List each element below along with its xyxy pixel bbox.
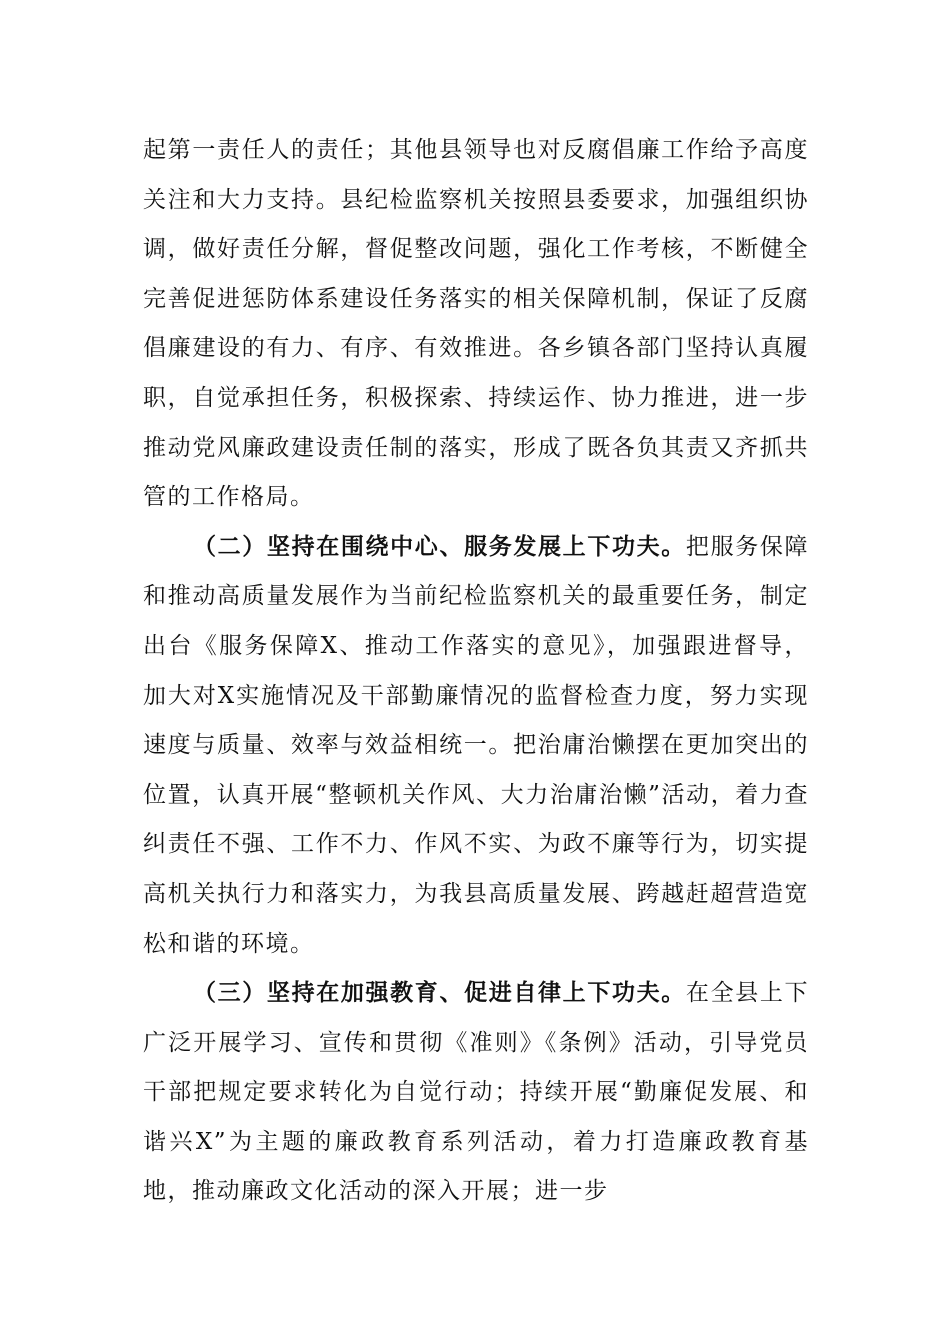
section-heading: （二）坚持在围绕中心、服务发展上下功夫。 — [193, 533, 686, 560]
paragraph-section-2 — [143, 523, 809, 969]
paragraph-responsibility — [143, 126, 809, 523]
paragraph-text: 起第一责任人的责任；其他县领导也对反腐倡廉工作给予高度关注和大力支持。县纪检监察机关按照县委要求，加强组织协调，做好责任分解，督促整改问题，强化工作考核，不断健全完善促进惩防体系建设任务落实的相关保障机制，保证了反腐倡廉建设的有力、有序、有效推进。各乡镇各部门坚持认真履职，自觉承担任务，积极探索、持续运作、协力推进，进一步推动党风廉政建设责任制的落实，形成了既各负其责又齐抓共管的工作格局。 — [143, 137, 809, 511]
paragraph-section-3 — [143, 969, 809, 1217]
paragraph-text: 在全县上下广泛开展学习、宣传和贯彻《准则》《条例》活动，引导党员干部把规定要求转化为自觉行动；持续开展“勤廉促发展、和谐兴X”为主题的廉政教育系列活动，着力打造廉政教育基地，推动廉政文化活动的深入开展；进一步 — [143, 980, 810, 1205]
document-body — [143, 126, 809, 1217]
section-heading: （三）坚持在加强教育、促进自律上下功夫。 — [193, 980, 686, 1007]
paragraph-text: 把服务保障和推动高质量发展作为当前纪检监察机关的最重要任务，制定出台《服务保障X、推动工作落实的意见》，加强跟进督导，加大对X实施情况及干部勤廉情况的监督检查力度，努力实现速度与质量、效率与效益相统一。把治庸治懒摆在更加突出的位置，认真开展“整顿机关作风、大力治庸治懒”活动，着力查纠责任不强、工作不力、作风不实、为政不廉等行为，切实提高机关执行力和落实力，为我县高质量发展、跨越赶超营造宽松和谐的环境。 — [143, 533, 810, 957]
